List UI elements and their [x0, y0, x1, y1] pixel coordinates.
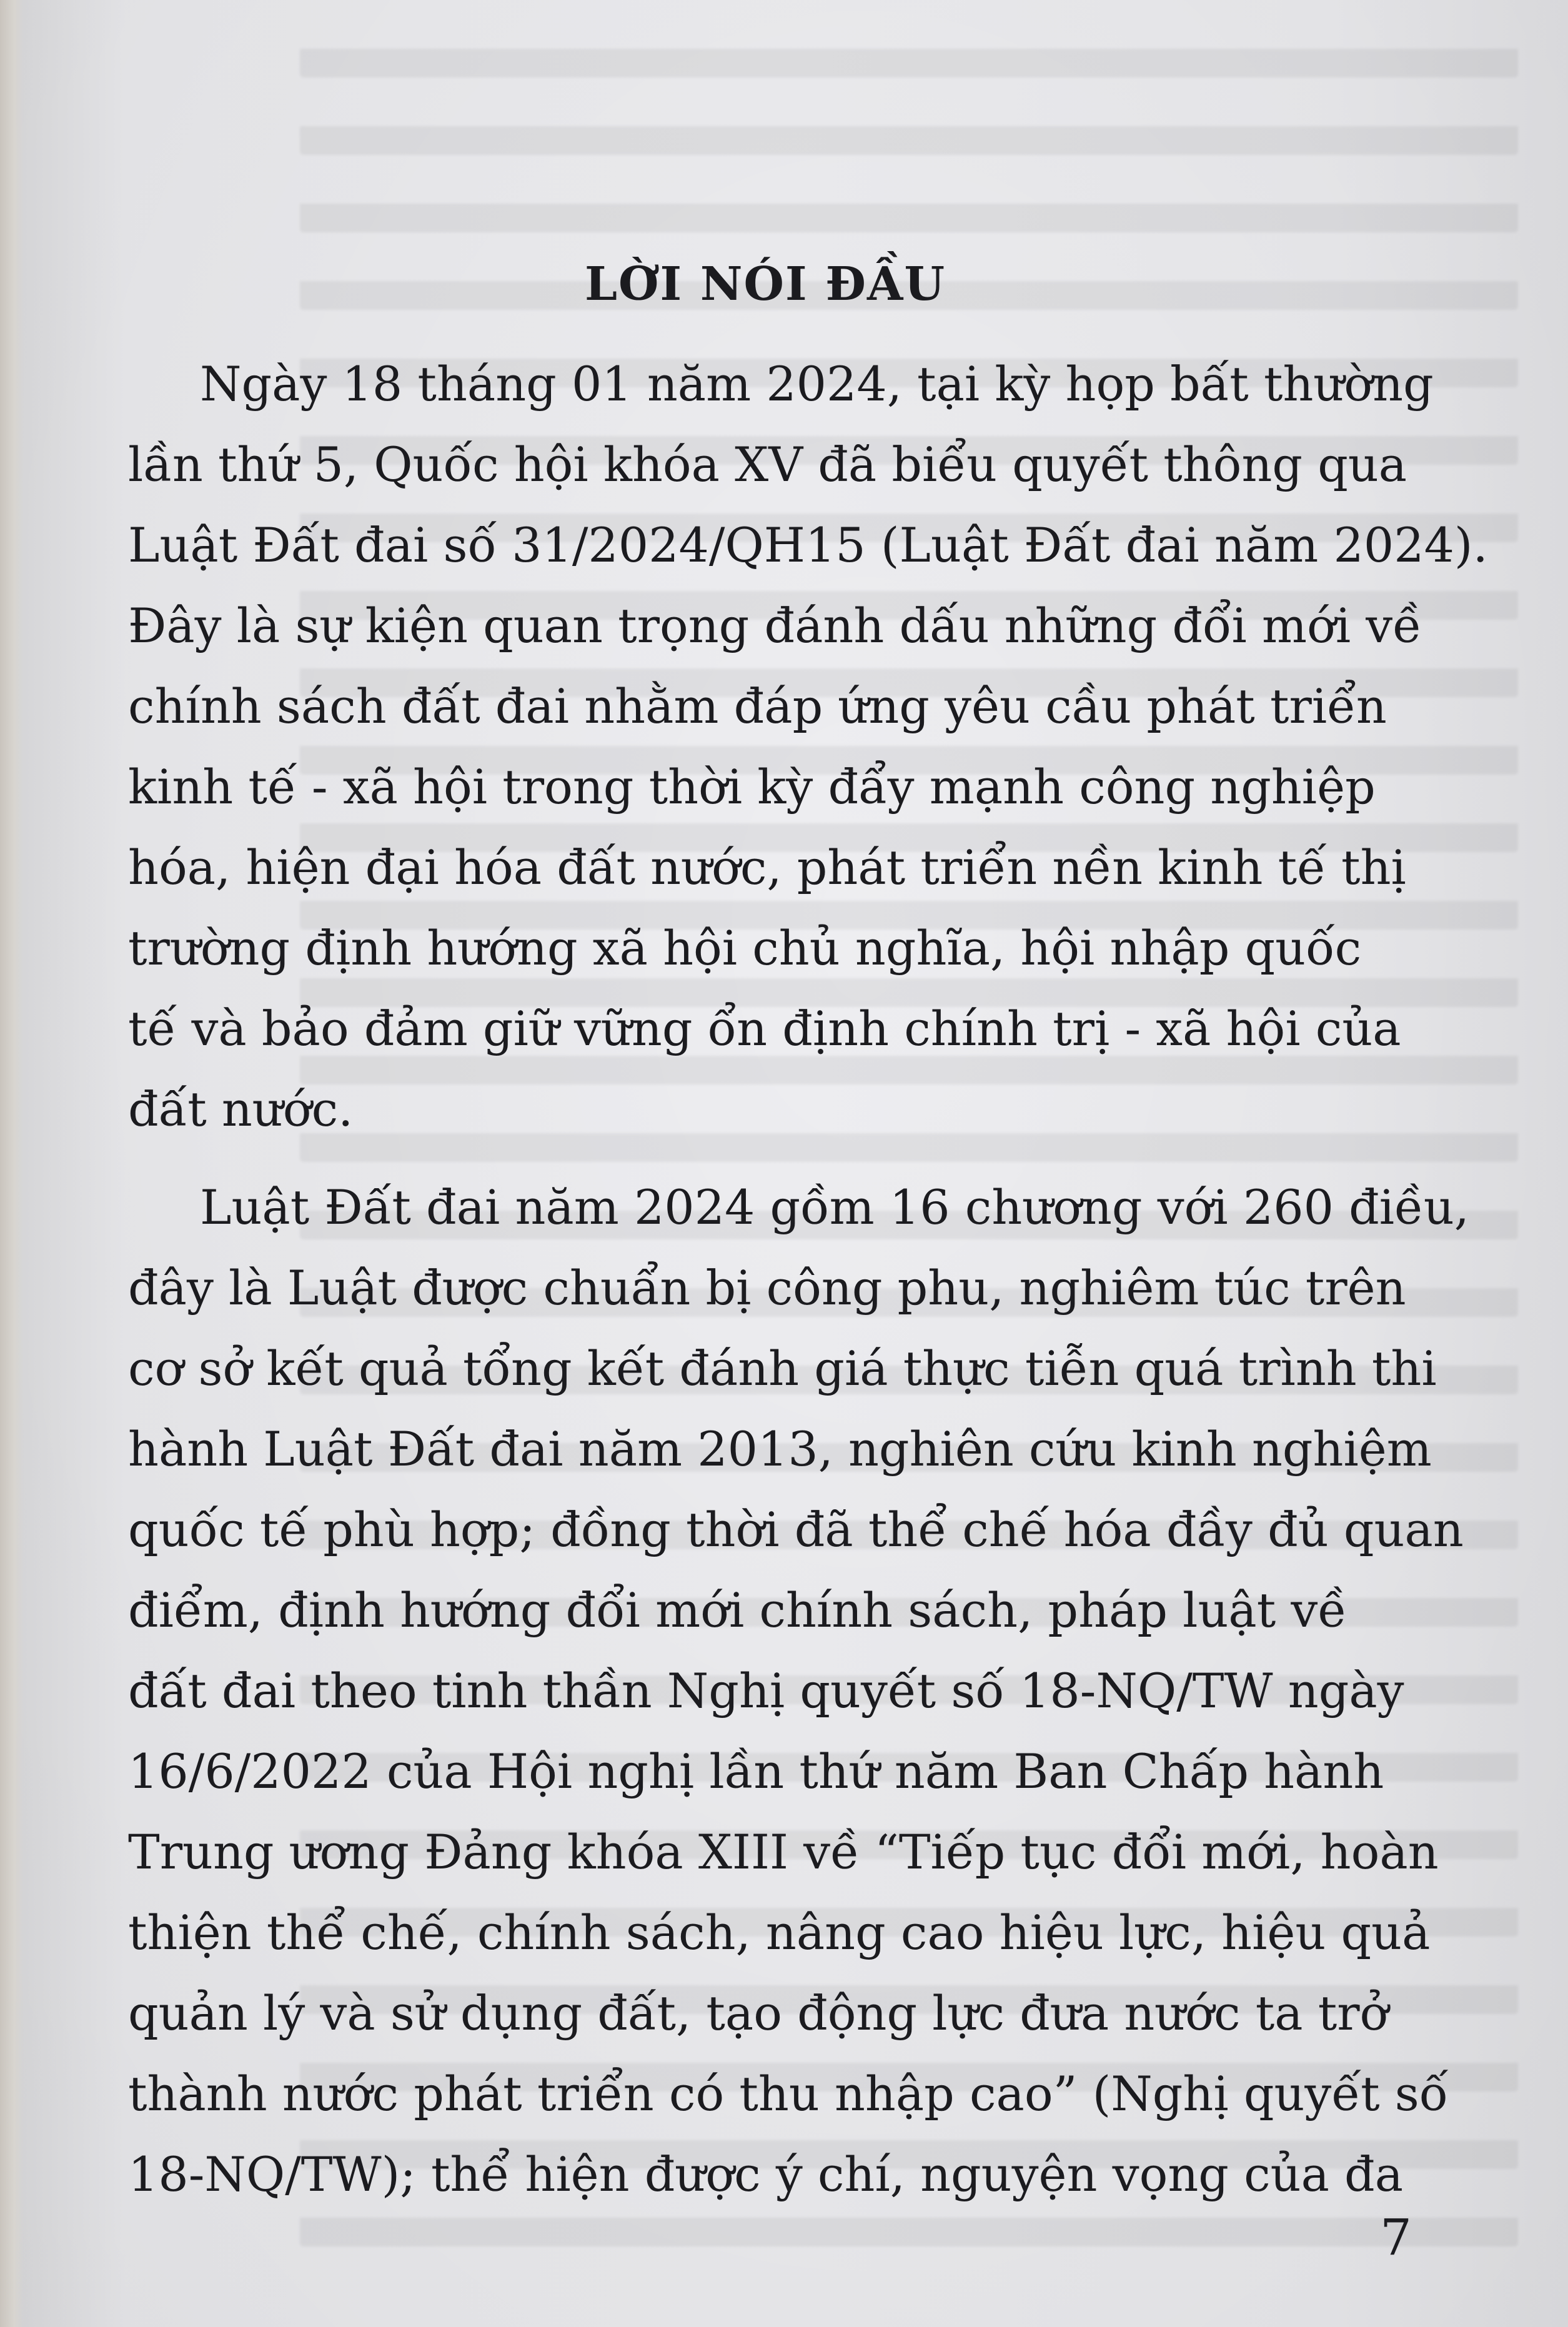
- text-line: Ngày 18 tháng 01 năm 2024, tại kỳ họp bất thường: [200, 356, 1434, 412]
- text-line: lần thứ 5, Quốc hội khóa XV đã biểu quyết thông qua: [128, 437, 1407, 492]
- text-line: cơ sở kết quả tổng kết đánh giá thực tiễn quá trình thi: [128, 1341, 1437, 1396]
- text-line: điểm, định hướng đổi mới chính sách, pháp luật về: [128, 1582, 1347, 1638]
- text-line: Đây là sự kiện quan trọng đánh dấu những đổi mới về: [128, 598, 1422, 653]
- text-line: đất đai theo tinh thần Nghị quyết số 18-NQ/TW ngày: [128, 1663, 1404, 1719]
- text-line: kinh tế - xã hội trong thời kỳ đẩy mạnh công nghiệp: [128, 759, 1376, 815]
- text-line: 18-NQ/TW); thể hiện được ý chí, nguyện vọng của đa: [128, 2146, 1404, 2202]
- text-line: 16/6/2022 của Hội nghị lần thứ năm Ban Chấp hành: [128, 1744, 1384, 1799]
- page-edge: [0, 0, 24, 2327]
- text-line: hành Luật Đất đai năm 2013, nghiên cứu kinh nghiệm: [128, 1421, 1432, 1477]
- page-number: 7: [1380, 2208, 1412, 2266]
- text-line: hóa, hiện đại hóa đất nước, phát triển nền kinh tế thị: [128, 840, 1406, 895]
- text-line: chính sách đất đai nhằm đáp ứng yêu cầu phát triển: [128, 678, 1387, 734]
- text-line: trường định hướng xã hội chủ nghĩa, hội nhập quốc: [128, 920, 1362, 976]
- paragraph-2: [128, 1167, 1469, 2215]
- text-line: quản lý và sử dụng đất, tạo động lực đưa nước ta trở: [128, 1985, 1389, 2041]
- text-line: Luật Đất đai năm 2024 gồm 16 chương với 260 điều,: [200, 1179, 1469, 1235]
- text-line: đây là Luật được chuẩn bị công phu, nghiêm túc trên: [128, 1260, 1406, 1316]
- text-line: tế và bảo đảm giữ vững ổn định chính trị - xã hội của: [128, 1001, 1401, 1056]
- paragraph-gap: [128, 1149, 1402, 1167]
- page-content: [128, 250, 1488, 2215]
- text-line: thiện thể chế, chính sách, nâng cao hiệu lực, hiệu quả: [128, 1905, 1431, 1960]
- text-line: thành nước phát triển có thu nhập cao” (Nghị quyết số: [128, 2066, 1449, 2121]
- text-line: đất nước.: [128, 1081, 354, 1137]
- text-line: Luật Đất đai số 31/2024/QH15 (Luật Đất đai năm 2024).: [128, 517, 1488, 573]
- page-title: LỜI NÓI ĐẦU: [585, 257, 946, 311]
- text-line: quốc tế phù hợp; đồng thời đã thể chế hóa đầy đủ quan: [128, 1502, 1464, 1557]
- text-line: Trung ương Đảng khóa XIII về “Tiếp tục đổi mới, hoàn: [128, 1824, 1439, 1880]
- paragraph-1: [128, 344, 1488, 1149]
